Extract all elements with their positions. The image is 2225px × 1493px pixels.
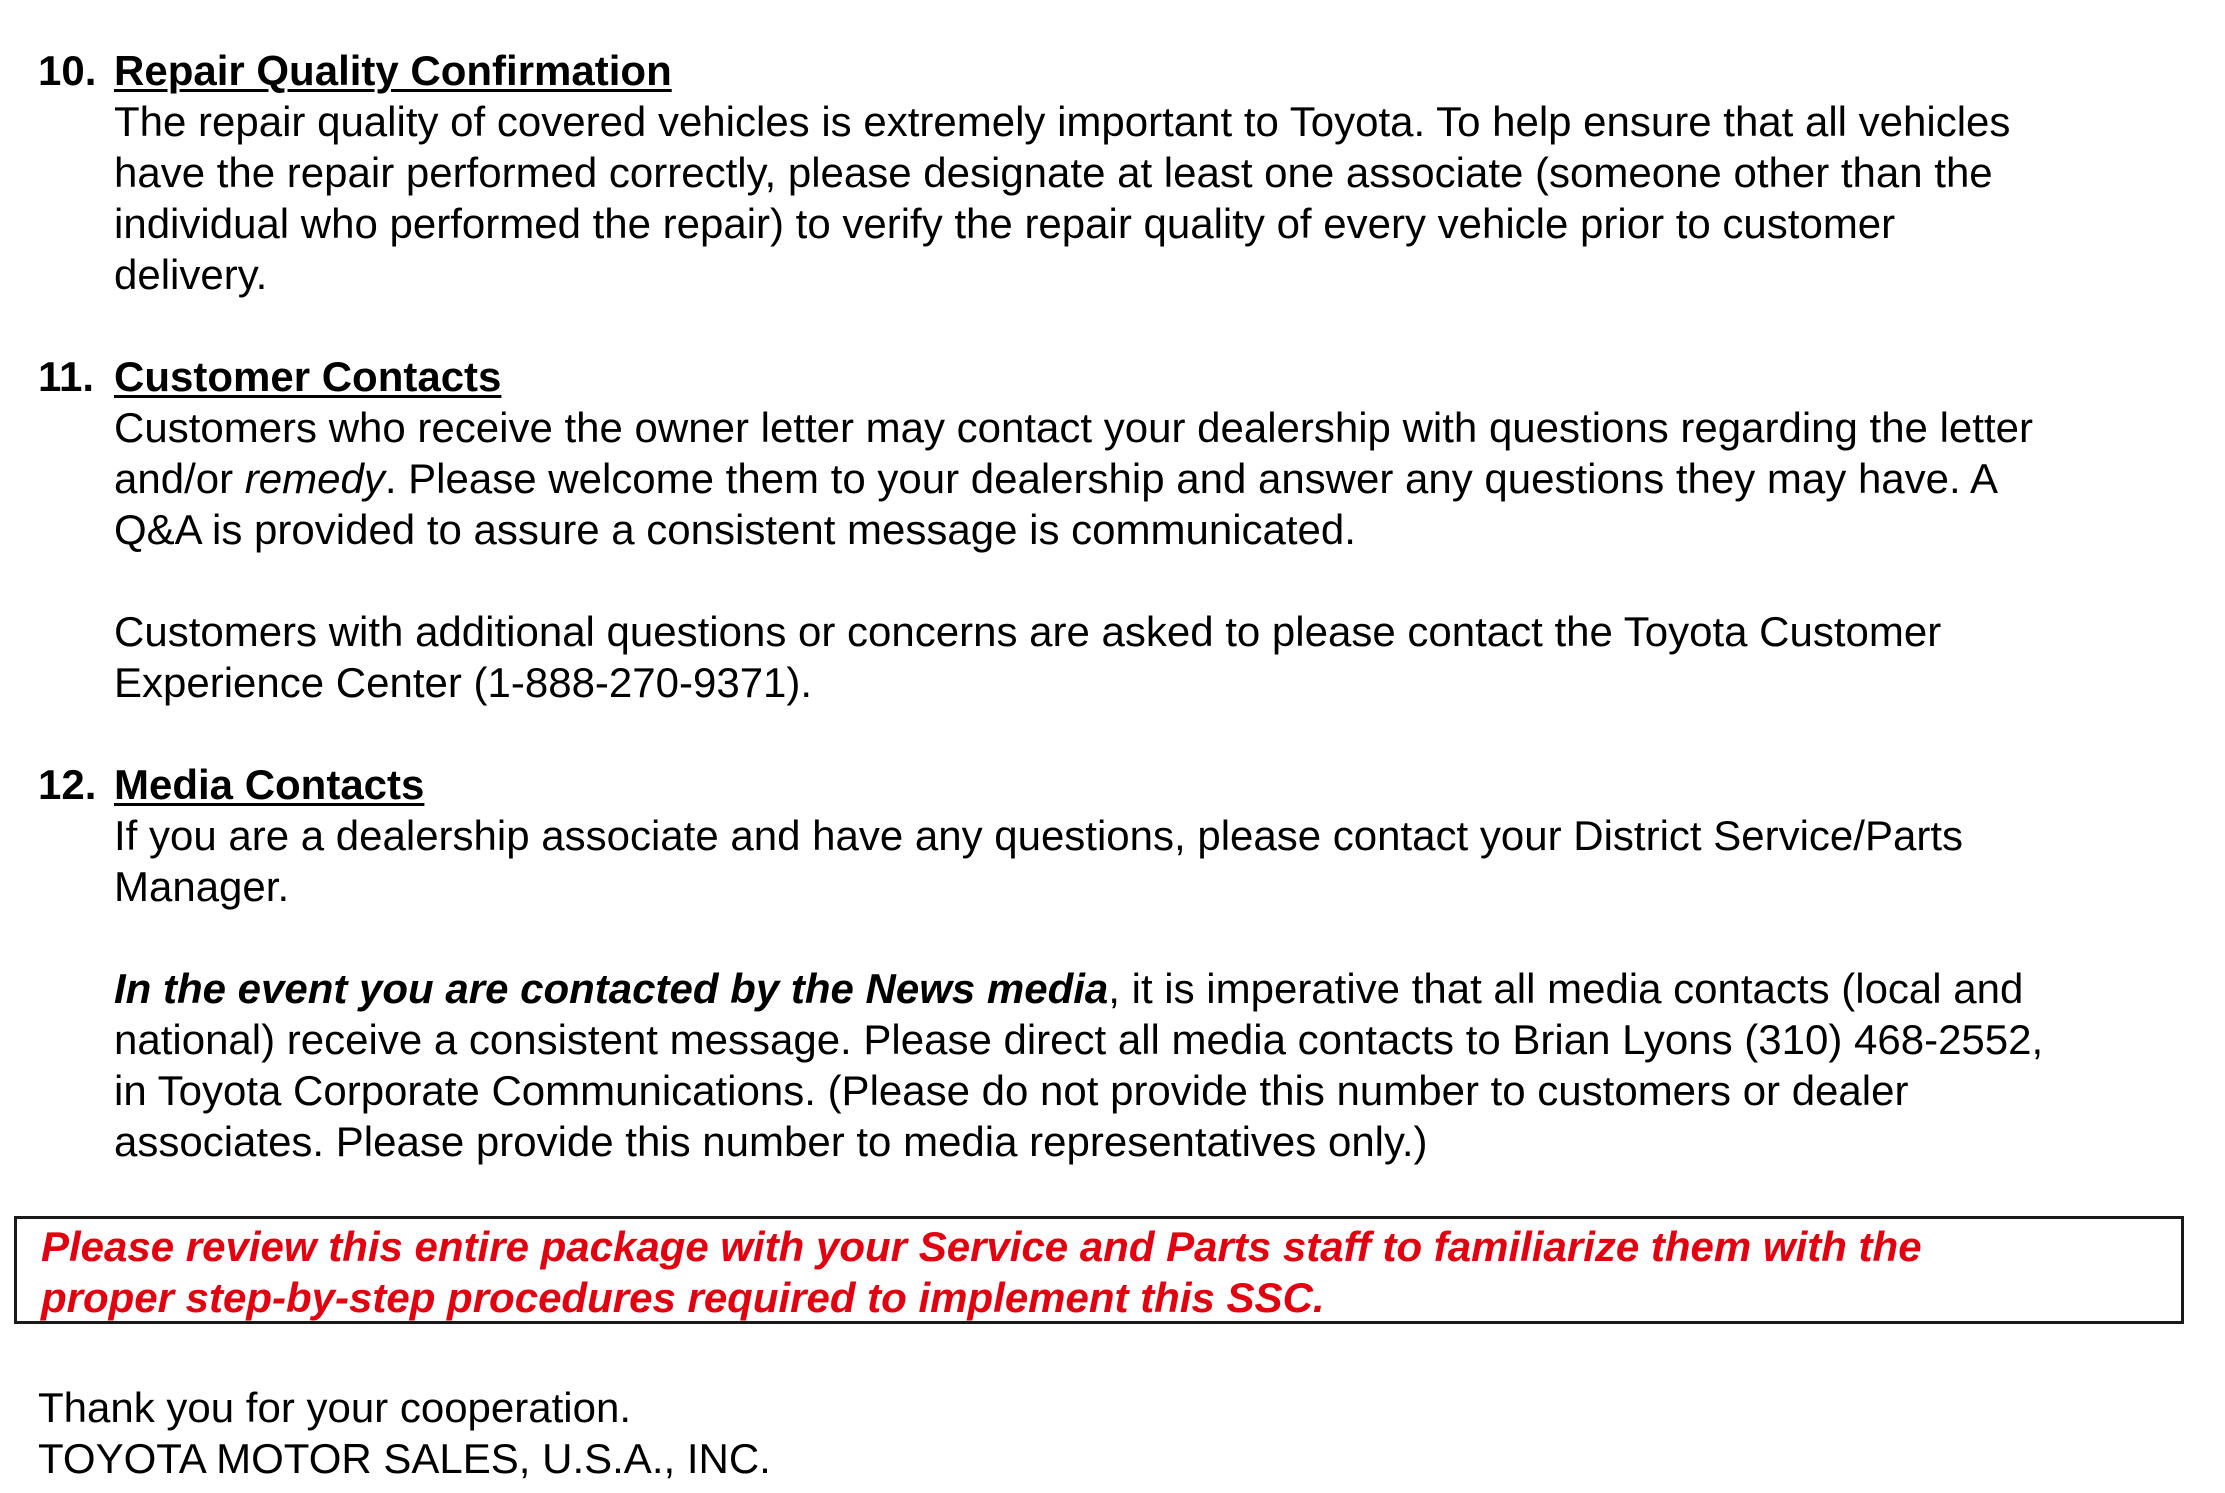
- paragraph: [114, 963, 2204, 1167]
- closing-block: [38, 1382, 771, 1484]
- notice-line: Please review this entire package with your Service and Parts staff to familiarize them with the: [41, 1223, 1922, 1270]
- section-body: [114, 402, 2204, 708]
- text-line: delivery.: [114, 251, 268, 298]
- section-number: 11.: [38, 353, 95, 400]
- text-line: individual who performed the repair) to verify the repair quality of every vehicle prior to customer: [114, 200, 1896, 247]
- text-line: . Please welcome them to your dealership and answer any questions they may have. A: [384, 455, 1999, 502]
- section-body: [114, 810, 2204, 1167]
- paragraph: [114, 96, 2204, 300]
- section-title: Repair Quality Confirmation: [114, 47, 672, 94]
- text-line: , it is imperative that all media contacts (local and: [1108, 965, 2024, 1012]
- section-heading: [38, 759, 2188, 810]
- section-body: [114, 96, 2204, 300]
- section-title: Media Contacts: [114, 761, 425, 808]
- text-line: associates. Please provide this number to media representatives only.): [114, 1118, 1428, 1165]
- section-heading: [38, 351, 2188, 402]
- text-line: have the repair performed correctly, please designate at least one associate (someone other than the: [114, 149, 1993, 196]
- notice-text: [41, 1221, 2181, 1323]
- text-line: Customers with additional questions or concerns are asked to please contact the Toyota Customer: [114, 608, 1942, 655]
- notice-line: proper step-by-step procedures required to implement this SSC.: [41, 1274, 1325, 1321]
- text-line: Q&A is provided to assure a consistent message is communicated.: [114, 506, 1356, 553]
- text-line: in Toyota Corporate Communications. (Please do not provide this number to customers or dealer: [114, 1067, 1909, 1114]
- section-heading: [38, 45, 2188, 96]
- section-customer-contacts: [38, 351, 2188, 708]
- text-line: national) receive a consistent message. Please direct all media contacts to Brian Lyons (310) 468-2552,: [114, 1016, 2044, 1063]
- paragraph: [114, 810, 2204, 912]
- text-line: Customers who receive the owner letter may contact your dealership with questions regarding the letter: [114, 404, 2033, 451]
- section-repair-quality: [38, 45, 2188, 300]
- notice-box: [14, 1216, 2184, 1324]
- text-line: and/or: [114, 455, 245, 502]
- section-title: Customer Contacts: [114, 353, 502, 400]
- emphasis-text: In the event you are contacted by the News media: [114, 965, 1109, 1012]
- text-line: The repair quality of covered vehicles is extremely important to Toyota. To help ensure that all vehicles: [114, 98, 2011, 145]
- section-number: 10.: [38, 47, 97, 94]
- italic-text: remedy: [244, 455, 385, 502]
- paragraph: [114, 402, 2204, 555]
- closing-signature: TOYOTA MOTOR SALES, U.S.A., INC.: [38, 1435, 771, 1482]
- closing-thanks: Thank you for your cooperation.: [38, 1384, 632, 1431]
- text-line: If you are a dealership associate and have any questions, please contact your District Service/Parts: [114, 812, 1963, 859]
- section-media-contacts: [38, 759, 2188, 1167]
- paragraph: [114, 606, 2204, 708]
- text-line: Manager.: [114, 863, 290, 910]
- text-line: Experience Center (1-888-270-9371).: [114, 659, 813, 706]
- section-number: 12.: [38, 761, 97, 808]
